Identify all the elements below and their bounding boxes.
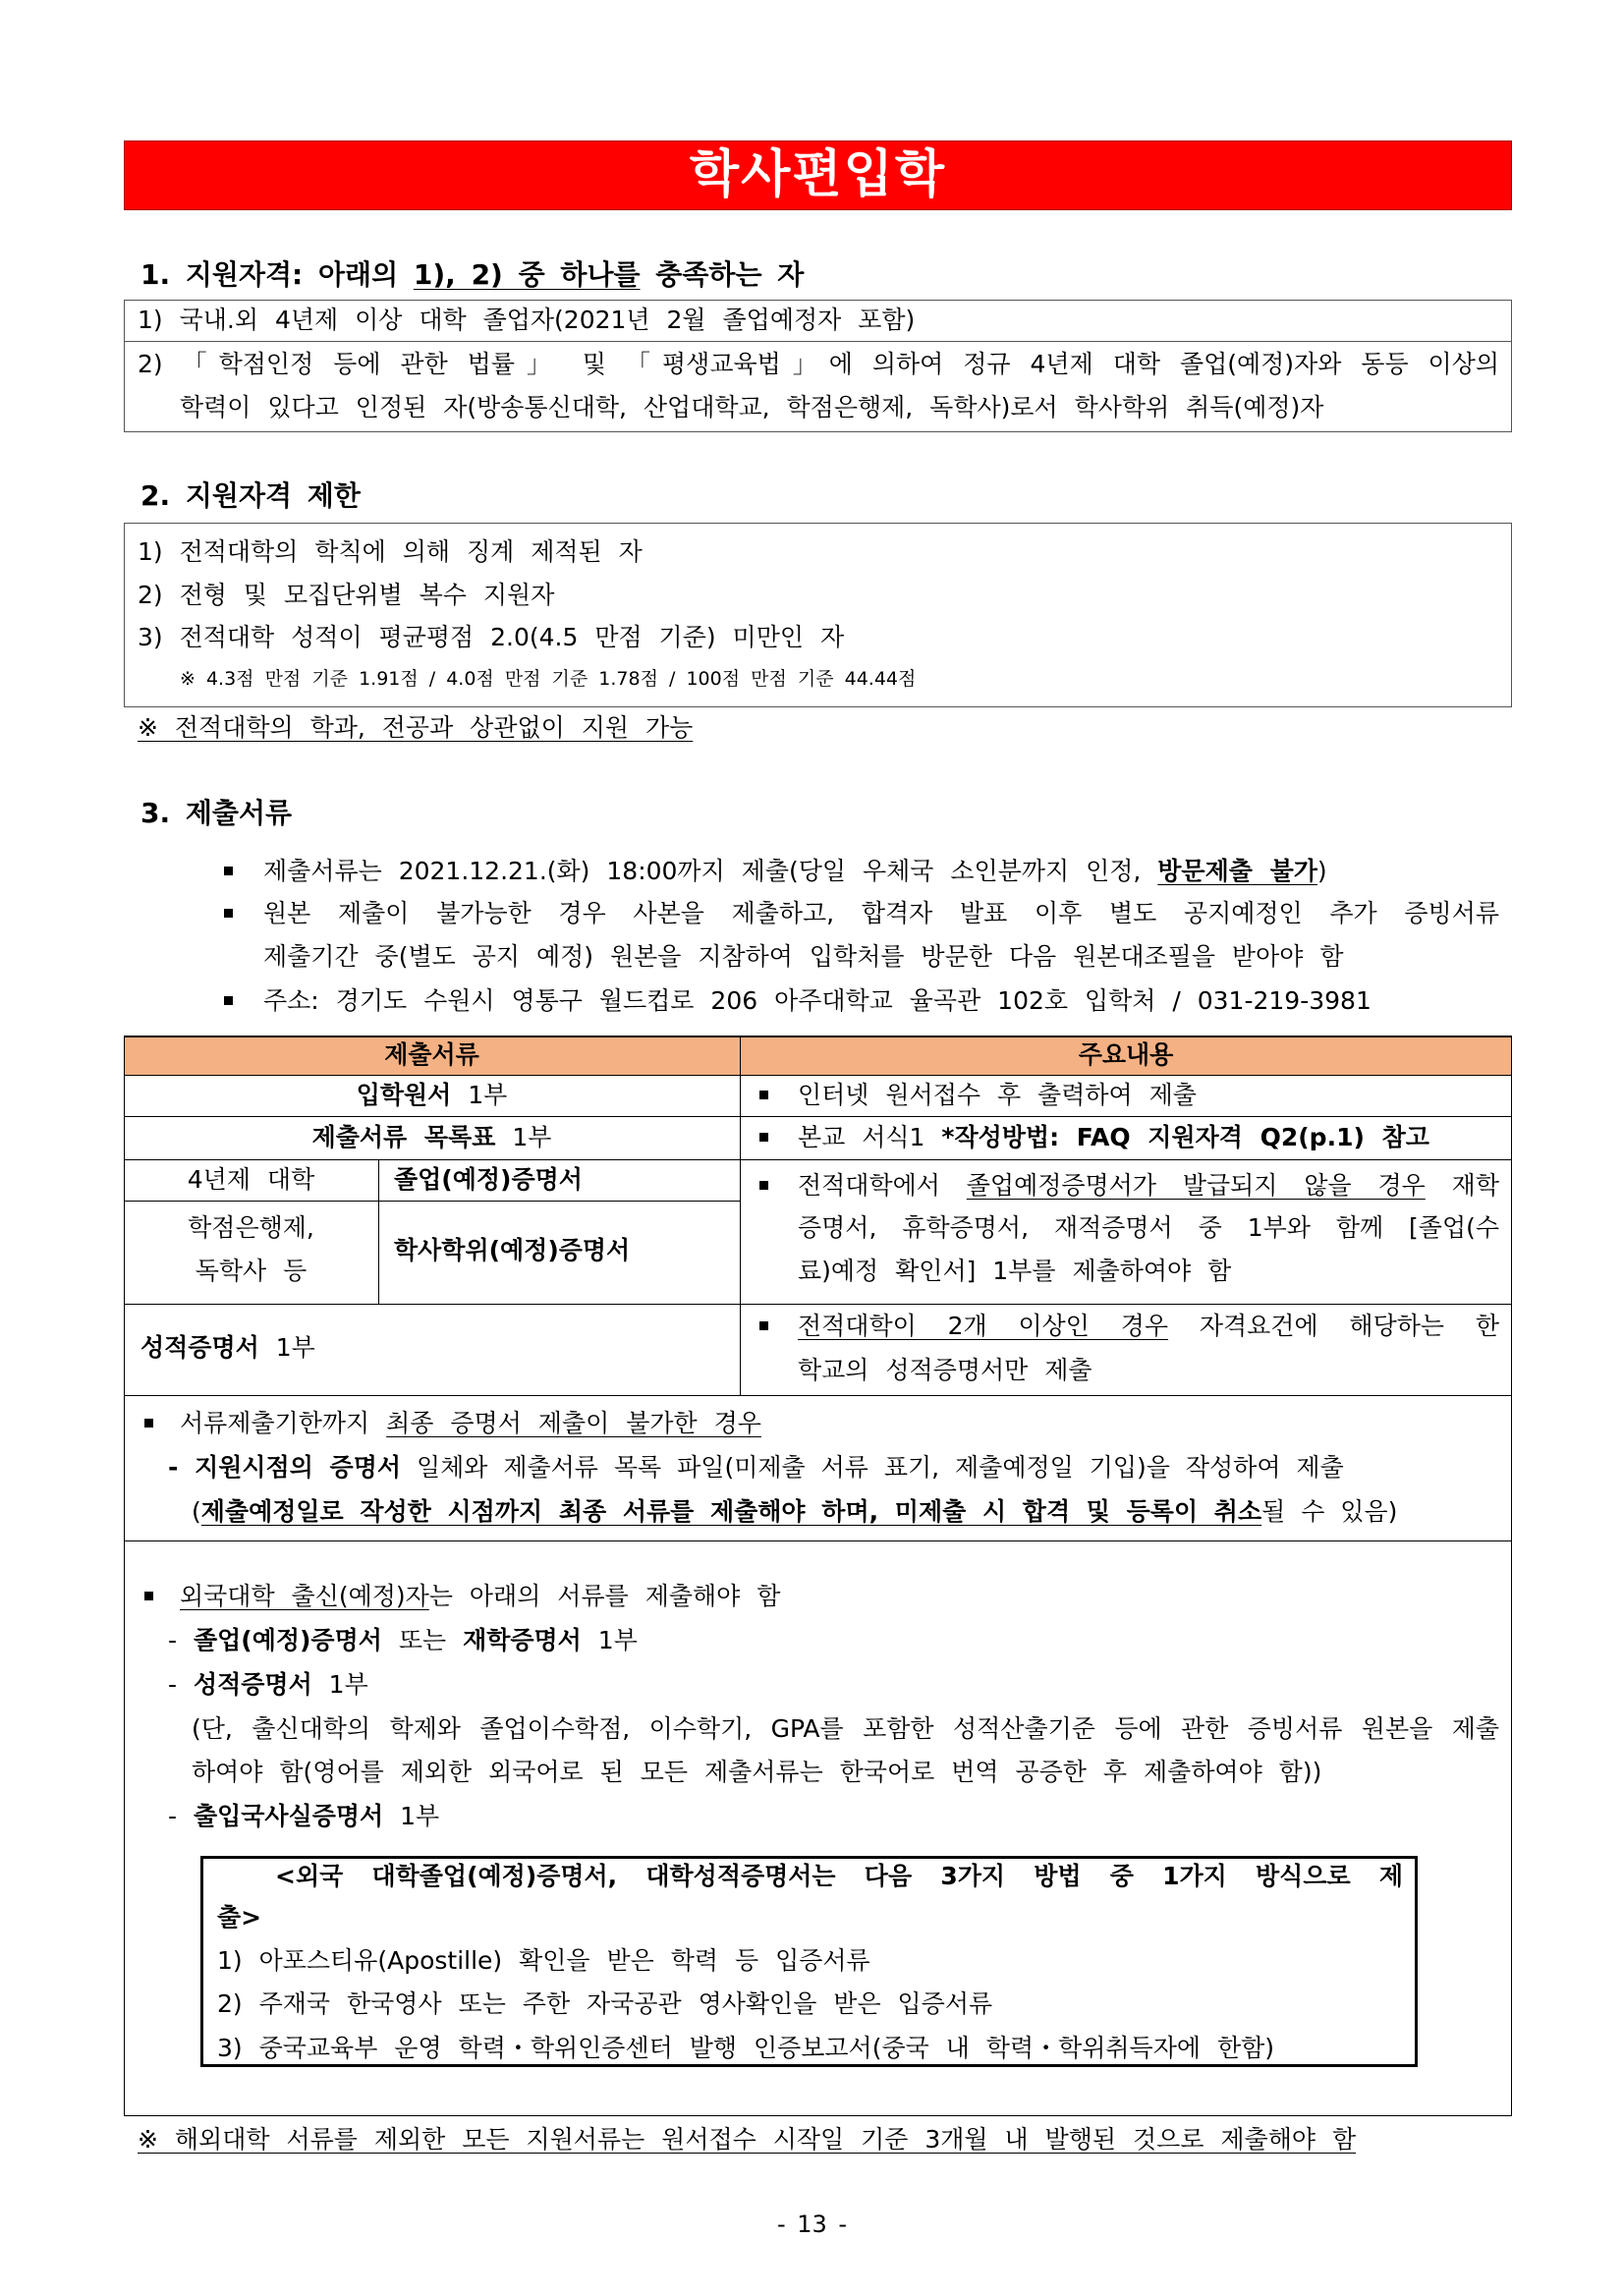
foreign-line1 (180, 1577, 780, 1616)
section3-heading: 3. 제출서류 (140, 797, 293, 829)
checklist-desc-text: 본교 서식1 (798, 1123, 942, 1151)
transcript-doc-count: 1부 (258, 1333, 315, 1362)
table-rule (124, 1540, 1512, 1541)
transcript-desc-line1 (798, 1307, 1499, 1346)
restriction-note: ※ 전적대학의 학과, 전공과 상관없이 지원 가능 (138, 713, 694, 742)
graduation-desc-line3: 료)예정 확인서] 1부를 제출하여야 함 (798, 1257, 1232, 1285)
verification-heading-line1: <외국 대학졸업(예정)증명서, 대학성적증명서는 다음 3가지 방법 중 1가지 방식으로 제 (275, 1862, 1403, 1890)
table-rule (740, 1036, 741, 1395)
foreign-dash: - (168, 1802, 194, 1830)
section1-heading-pre: 1. 지원자격: 아래의 (140, 258, 414, 291)
late-submission-line1 (180, 1404, 761, 1443)
bullet-marker (224, 996, 233, 1005)
transcript-doc-name: 성적증명서 (140, 1333, 259, 1362)
foreign-text: 1부 (311, 1670, 368, 1699)
graduation-desc-text: 전적대학에서 (798, 1171, 967, 1200)
graduation-desc-line1 (798, 1166, 1499, 1205)
checklist-doc-cell (124, 1118, 740, 1157)
late-submission-emphasis: 지원시점의 증명서 (195, 1453, 401, 1482)
graduation-doc-credit: 학사학위(예정)증명서 (394, 1236, 631, 1264)
verification-method-3: 3) 중국교육부 운영 학력・학위인증센터 발행 인증보고서(중국 내 학력・학위취득자에 한함) (217, 2034, 1274, 2062)
graduation-type-4yr: 4년제 대학 (187, 1165, 315, 1194)
restriction-gpa-note: ※ 4.3점 만점 기준 1.91점 / 4.0점 만점 기준 1.78점 / 100점 만점 기준 44.44점 (180, 668, 917, 690)
deadline-bullet (263, 852, 1327, 891)
section1-heading-post: 충족하는 자 (640, 258, 805, 291)
page-title: 학사편입학 (689, 145, 947, 204)
late-submission-text: 될 수 있음) (1261, 1497, 1398, 1526)
deadline-text: 제출서류는 2021.12.21.(화) 18:00까지 제출(당일 우체국 소인분까지 인정, (263, 857, 1158, 885)
foreign-doc-name: 출입국사실증명서 (193, 1802, 384, 1830)
application-doc-name: 입학원서 (356, 1081, 452, 1109)
late-submission-warning: 제출예정일로 작성한 시점까지 최종 서류를 제출해야 하며, 미제출 시 합격 및 등록이 취소 (200, 1497, 1262, 1526)
transcript-desc-text: 자격요건에 해당하는 한 (1168, 1312, 1499, 1340)
deadline-emphasis: 방문제출 불가 (1157, 857, 1317, 885)
restriction-item-1: 1) 전적대학의 학칙에 의해 징계 제적된 자 (138, 537, 643, 566)
foreign-dash: - (168, 1626, 194, 1654)
eligibility-item-2-line2: 학력이 있다고 인정된 자(방송통신대학, 산업대학교, 학점은행제, 독학사)로서 학사학위 취득(예정)자 (180, 393, 1324, 421)
late-submission-paren: ( (192, 1497, 201, 1526)
late-submission-text: 서류제출기한까지 (180, 1409, 387, 1437)
verification-method-1: 1) 아포스티유(Apostille) 확인을 받은 학력 등 입증서류 (217, 1946, 870, 1975)
deadline-close: ) (1316, 857, 1327, 885)
foreign-doc-name: 졸업(예정)증명서 (193, 1626, 382, 1654)
transcript-doc-cell (140, 1328, 315, 1368)
transcript-desc-line2: 학교의 성적증명서만 제출 (798, 1356, 1092, 1384)
address-bullet: 주소: 경기도 수원시 영통구 월드컵로 206 아주대학교 율곡관 102호 입학처 / 031-219-3981 (263, 986, 1372, 1015)
late-submission-underlined: 최종 증명서 제출이 불가한 경우 (386, 1409, 761, 1437)
checklist-doc-count: 1부 (495, 1123, 552, 1151)
application-doc-cell (124, 1076, 740, 1115)
bullet-marker (144, 1419, 153, 1428)
late-submission-text: 일체와 제출서류 목록 파일(미제출 서류 표기, 제출예정일 기입)을 작성하여 제출 (401, 1453, 1344, 1482)
table-rule (124, 1395, 1512, 1396)
graduation-desc-text: 재학 (1425, 1171, 1499, 1200)
eligibility-box-divider (124, 341, 1512, 342)
original-docs-bullet-line2: 제출기간 중(별도 공지 예정) 원본을 지참하여 입학처를 방문한 다음 원본대조필을 받아야 함 (263, 942, 1344, 971)
restriction-item-3: 3) 전적대학 성적이 평균평점 2.0(4.5 만점 기준) 미만인 자 (138, 623, 845, 651)
bullet-marker (144, 1592, 153, 1600)
graduation-desc-underlined: 졸업예정증명서가 발급되지 않을 경우 (966, 1171, 1426, 1200)
foreign-dash: - (168, 1670, 194, 1699)
footnote: ※ 해외대학 서류를 제외한 모든 지원서류는 원서접수 시작일 기준 3개월 내 발행된 것으로 제출해야 함 (138, 2125, 1357, 2154)
table-header-details: 주요내용 (1078, 1040, 1174, 1069)
foreign-doc-name: 재학증명서 (463, 1626, 582, 1654)
bullet-marker (759, 1181, 768, 1190)
table-rule (124, 1116, 1512, 1117)
bullet-marker (759, 1321, 768, 1330)
section1-heading (140, 255, 804, 295)
checklist-doc-name: 제출서류 목록표 (311, 1123, 496, 1151)
checklist-desc (798, 1118, 1429, 1157)
verification-method-2: 2) 주재국 한국영사 또는 주한 자국공관 영사확인을 받은 입증서류 (217, 1989, 993, 2018)
graduation-type-credit-line2: 독학사 등 (195, 1257, 308, 1285)
transcript-desc-underlined: 전적대학이 2개 이상인 경우 (798, 1312, 1169, 1340)
table-header-documents: 제출서류 (384, 1040, 479, 1069)
page-number: - 13 - (776, 2211, 848, 2238)
foreign-doc3 (168, 1797, 439, 1836)
eligibility-item-1: 1) 국내.외 4년제 이상 대학 졸업자(2021년 2월 졸업예정자 포함) (138, 306, 916, 334)
foreign-doc1 (168, 1621, 638, 1660)
verification-heading-line2: 출> (217, 1903, 262, 1932)
application-desc: 인터넷 원서접수 후 출력하여 제출 (798, 1081, 1197, 1109)
checklist-desc-emphasis: *작성방법: FAQ 지원자격 Q2(p.1) 참고 (941, 1123, 1429, 1151)
original-docs-bullet-line1: 원본 제출이 불가능한 경우 사본을 제출하고, 합격자 발표 이후 별도 공지예정인 추가 증빙서류 (263, 899, 1499, 927)
foreign-doc2-note-line1: (단, 출신대학의 학제와 졸업이수학점, 이수학기, GPA를 포함한 성적산출기준 등에 관한 증빙서류 원본을 제출 (192, 1714, 1499, 1743)
graduation-type-credit-line1: 학점은행제, (188, 1213, 314, 1242)
foreign-text: 1부 (383, 1802, 440, 1830)
foreign-underlined: 외국대학 출신(예정)자 (180, 1582, 429, 1610)
foreign-text: 또는 (381, 1626, 464, 1654)
table-rule (378, 1159, 379, 1304)
table-rule (124, 1201, 740, 1202)
foreign-text: 는 아래의 서류를 제출해야 함 (428, 1582, 781, 1610)
section2-heading: 2. 지원자격 제한 (140, 479, 361, 512)
graduation-desc-line2: 증명서, 휴학증명서, 재적증명서 중 1부와 함께 [졸업(수 (798, 1213, 1499, 1242)
eligibility-item-2-line1: 2) 「학점인정 등에 관한 법률」 및 「평생교육법」에 의하여 정규 4년제 대학 졸업(예정)자와 동등 이상의 (138, 350, 1499, 378)
late-submission-dash: - (168, 1453, 196, 1482)
table-rule (124, 1304, 1512, 1305)
bullet-marker (224, 867, 233, 875)
bullet-marker (759, 1091, 768, 1099)
bullet-marker (759, 1133, 768, 1142)
foreign-doc2-note-line2: 하여야 함(영어를 제외한 외국어로 된 모든 제출서류는 한국어로 번역 공증한 후 제출하여야 함)) (192, 1758, 1322, 1786)
title-bar (124, 140, 1512, 210)
bullet-marker (224, 909, 233, 918)
foreign-doc2 (168, 1665, 368, 1705)
late-submission-line2 (168, 1448, 1344, 1487)
application-doc-count: 1부 (451, 1081, 508, 1109)
section1-heading-underlined: 1), 2) 중 하나를 (413, 258, 641, 291)
graduation-doc-4yr: 졸업(예정)증명서 (394, 1165, 583, 1194)
late-submission-line3 (192, 1492, 1397, 1532)
foreign-doc-name: 성적증명서 (193, 1670, 312, 1699)
foreign-text: 1부 (581, 1626, 638, 1654)
restriction-item-2: 2) 전형 및 모집단위별 복수 지원자 (138, 581, 555, 609)
